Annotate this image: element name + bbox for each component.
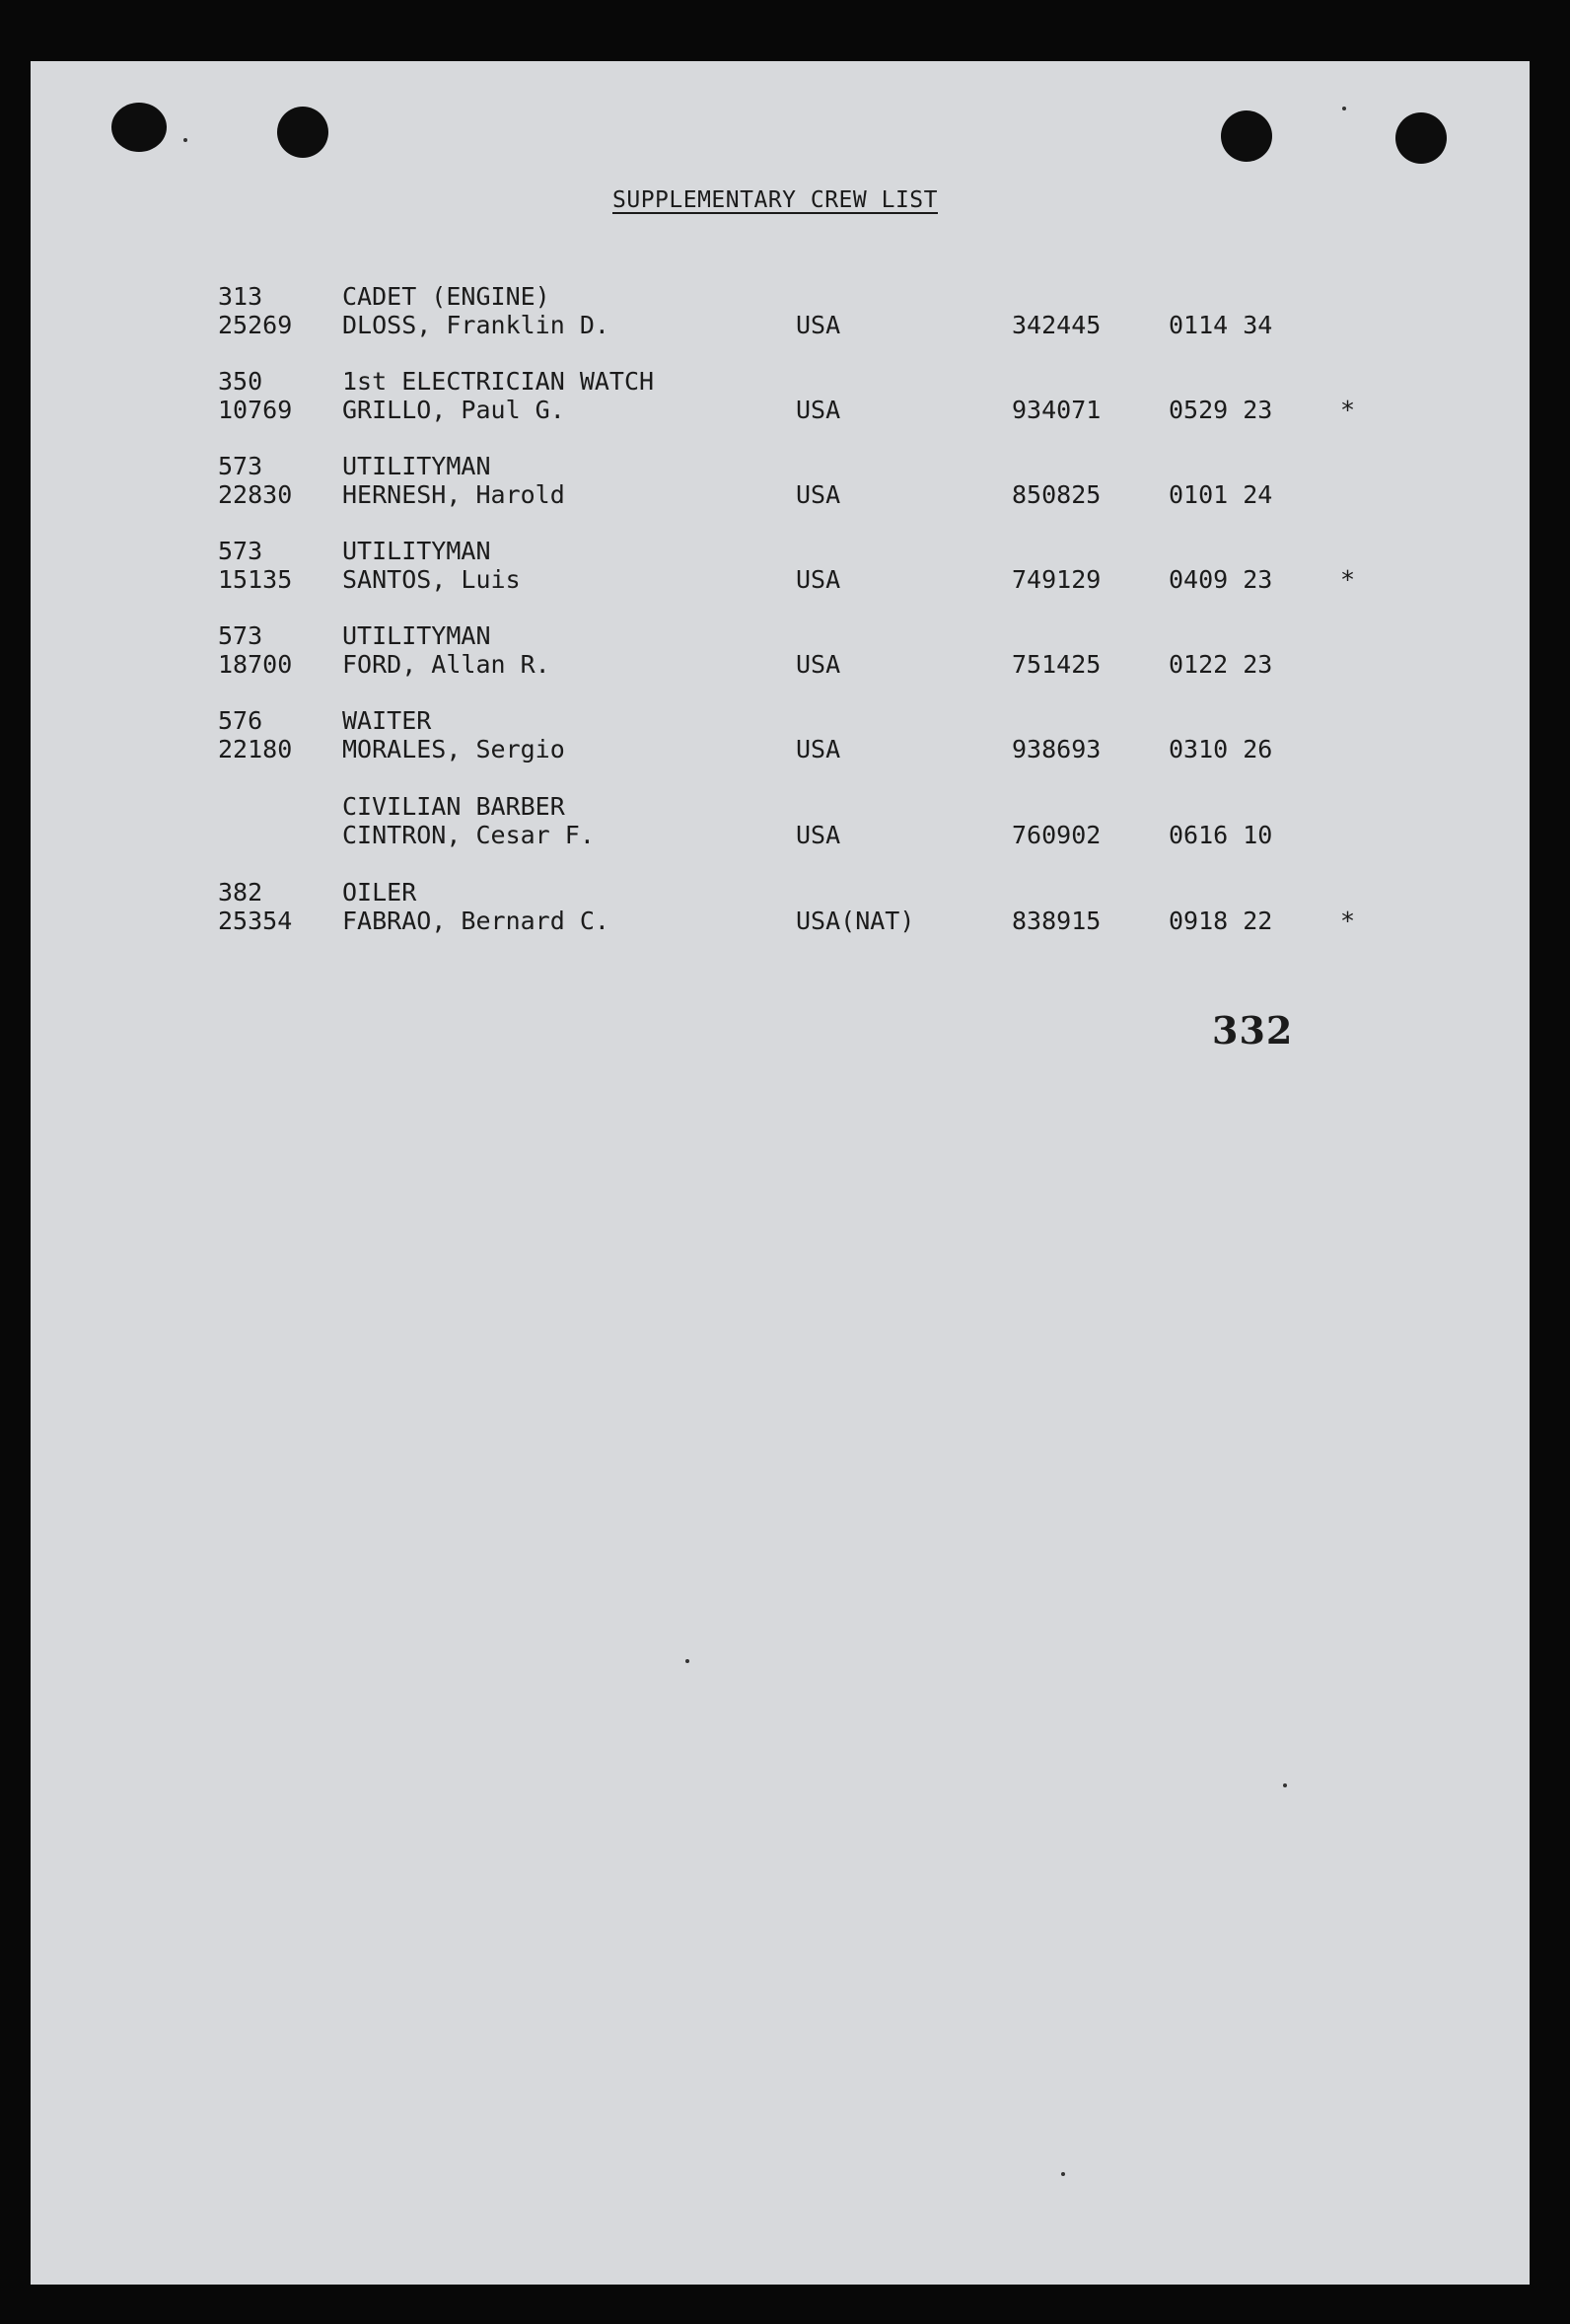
- crew-number: 850825: [1012, 480, 1102, 509]
- crew-rating: OILER: [342, 878, 417, 907]
- code-secondary: 22180: [218, 735, 293, 763]
- crew-nationality: USA: [796, 396, 841, 424]
- crew-entry: [31, 282, 1530, 351]
- crew-nationality: USA: [796, 480, 841, 509]
- crew-entry: [31, 367, 1530, 436]
- crew-entry: [31, 452, 1530, 521]
- crew-nationality: USA: [796, 735, 841, 763]
- crew-number: 838915: [1012, 907, 1102, 935]
- code-primary: 382: [218, 878, 263, 907]
- crew-date: 0529 23: [1169, 396, 1273, 424]
- crew-rating: CADET (ENGINE): [342, 282, 550, 311]
- code-secondary: 15135: [218, 565, 293, 594]
- crew-date: 0114 34: [1169, 311, 1273, 339]
- crew-number: 342445: [1012, 311, 1102, 339]
- asterisk-mark: *: [1340, 565, 1356, 594]
- crew-number: 749129: [1012, 565, 1102, 594]
- crew-rating: UTILITYMAN: [342, 621, 491, 650]
- crew-rating: 1st ELECTRICIAN WATCH: [342, 367, 655, 396]
- code-primary: 313: [218, 282, 263, 311]
- document-title: SUPPLEMENTARY CREW LIST: [612, 187, 938, 213]
- crew-name: GRILLO, Paul G.: [342, 396, 565, 424]
- crew-name: CINTRON, Cesar F.: [342, 821, 595, 849]
- crew-nationality: USA: [796, 821, 841, 849]
- code-primary: 350: [218, 367, 263, 396]
- crew-number: 938693: [1012, 735, 1102, 763]
- paper-speck: [1283, 1783, 1287, 1787]
- code-secondary: 18700: [218, 650, 293, 679]
- crew-name: FABRAO, Bernard C.: [342, 907, 609, 935]
- crew-name: MORALES, Sergio: [342, 735, 565, 763]
- code-primary: 573: [218, 537, 263, 565]
- page-number: 332: [1212, 1008, 1294, 1053]
- paper-speck: [1342, 107, 1346, 110]
- crew-rating: WAITER: [342, 706, 432, 735]
- punch-hole: [1221, 110, 1272, 162]
- paper-speck: [1061, 2172, 1065, 2176]
- code-secondary: 22830: [218, 480, 293, 509]
- crew-date: 0101 24: [1169, 480, 1273, 509]
- crew-entry: [31, 621, 1530, 690]
- crew-entry: [31, 537, 1530, 606]
- crew-date: 0310 26: [1169, 735, 1273, 763]
- punch-hole: [111, 103, 167, 152]
- crew-entry: [31, 878, 1530, 947]
- code-secondary: 10769: [218, 396, 293, 424]
- code-primary: 576: [218, 706, 263, 735]
- crew-nationality: USA: [796, 311, 841, 339]
- code-secondary: 25269: [218, 311, 293, 339]
- paper-speck: [183, 138, 187, 142]
- crew-number: 751425: [1012, 650, 1102, 679]
- punch-hole: [1395, 112, 1447, 164]
- crew-number: 760902: [1012, 821, 1102, 849]
- crew-name: FORD, Allan R.: [342, 650, 550, 679]
- crew-name: SANTOS, Luis: [342, 565, 521, 594]
- code-primary: 573: [218, 621, 263, 650]
- crew-date: 0918 22: [1169, 907, 1273, 935]
- asterisk-mark: *: [1340, 396, 1356, 424]
- punch-hole: [277, 107, 328, 158]
- crew-entry: [31, 792, 1530, 861]
- asterisk-mark: *: [1340, 907, 1356, 935]
- crew-date: 0409 23: [1169, 565, 1273, 594]
- crew-name: HERNESH, Harold: [342, 480, 565, 509]
- paper-speck: [685, 1659, 689, 1663]
- crew-rating: CIVILIAN BARBER: [342, 792, 565, 821]
- crew-nationality: USA(NAT): [796, 907, 915, 935]
- crew-rating: UTILITYMAN: [342, 452, 491, 480]
- crew-number: 934071: [1012, 396, 1102, 424]
- crew-nationality: USA: [796, 565, 841, 594]
- crew-date: 0616 10: [1169, 821, 1273, 849]
- crew-nationality: USA: [796, 650, 841, 679]
- crew-entry: [31, 706, 1530, 775]
- crew-rating: UTILITYMAN: [342, 537, 491, 565]
- code-secondary: 25354: [218, 907, 293, 935]
- crew-date: 0122 23: [1169, 650, 1273, 679]
- document-page: [31, 61, 1530, 2285]
- code-primary: 573: [218, 452, 263, 480]
- crew-name: DLOSS, Franklin D.: [342, 311, 609, 339]
